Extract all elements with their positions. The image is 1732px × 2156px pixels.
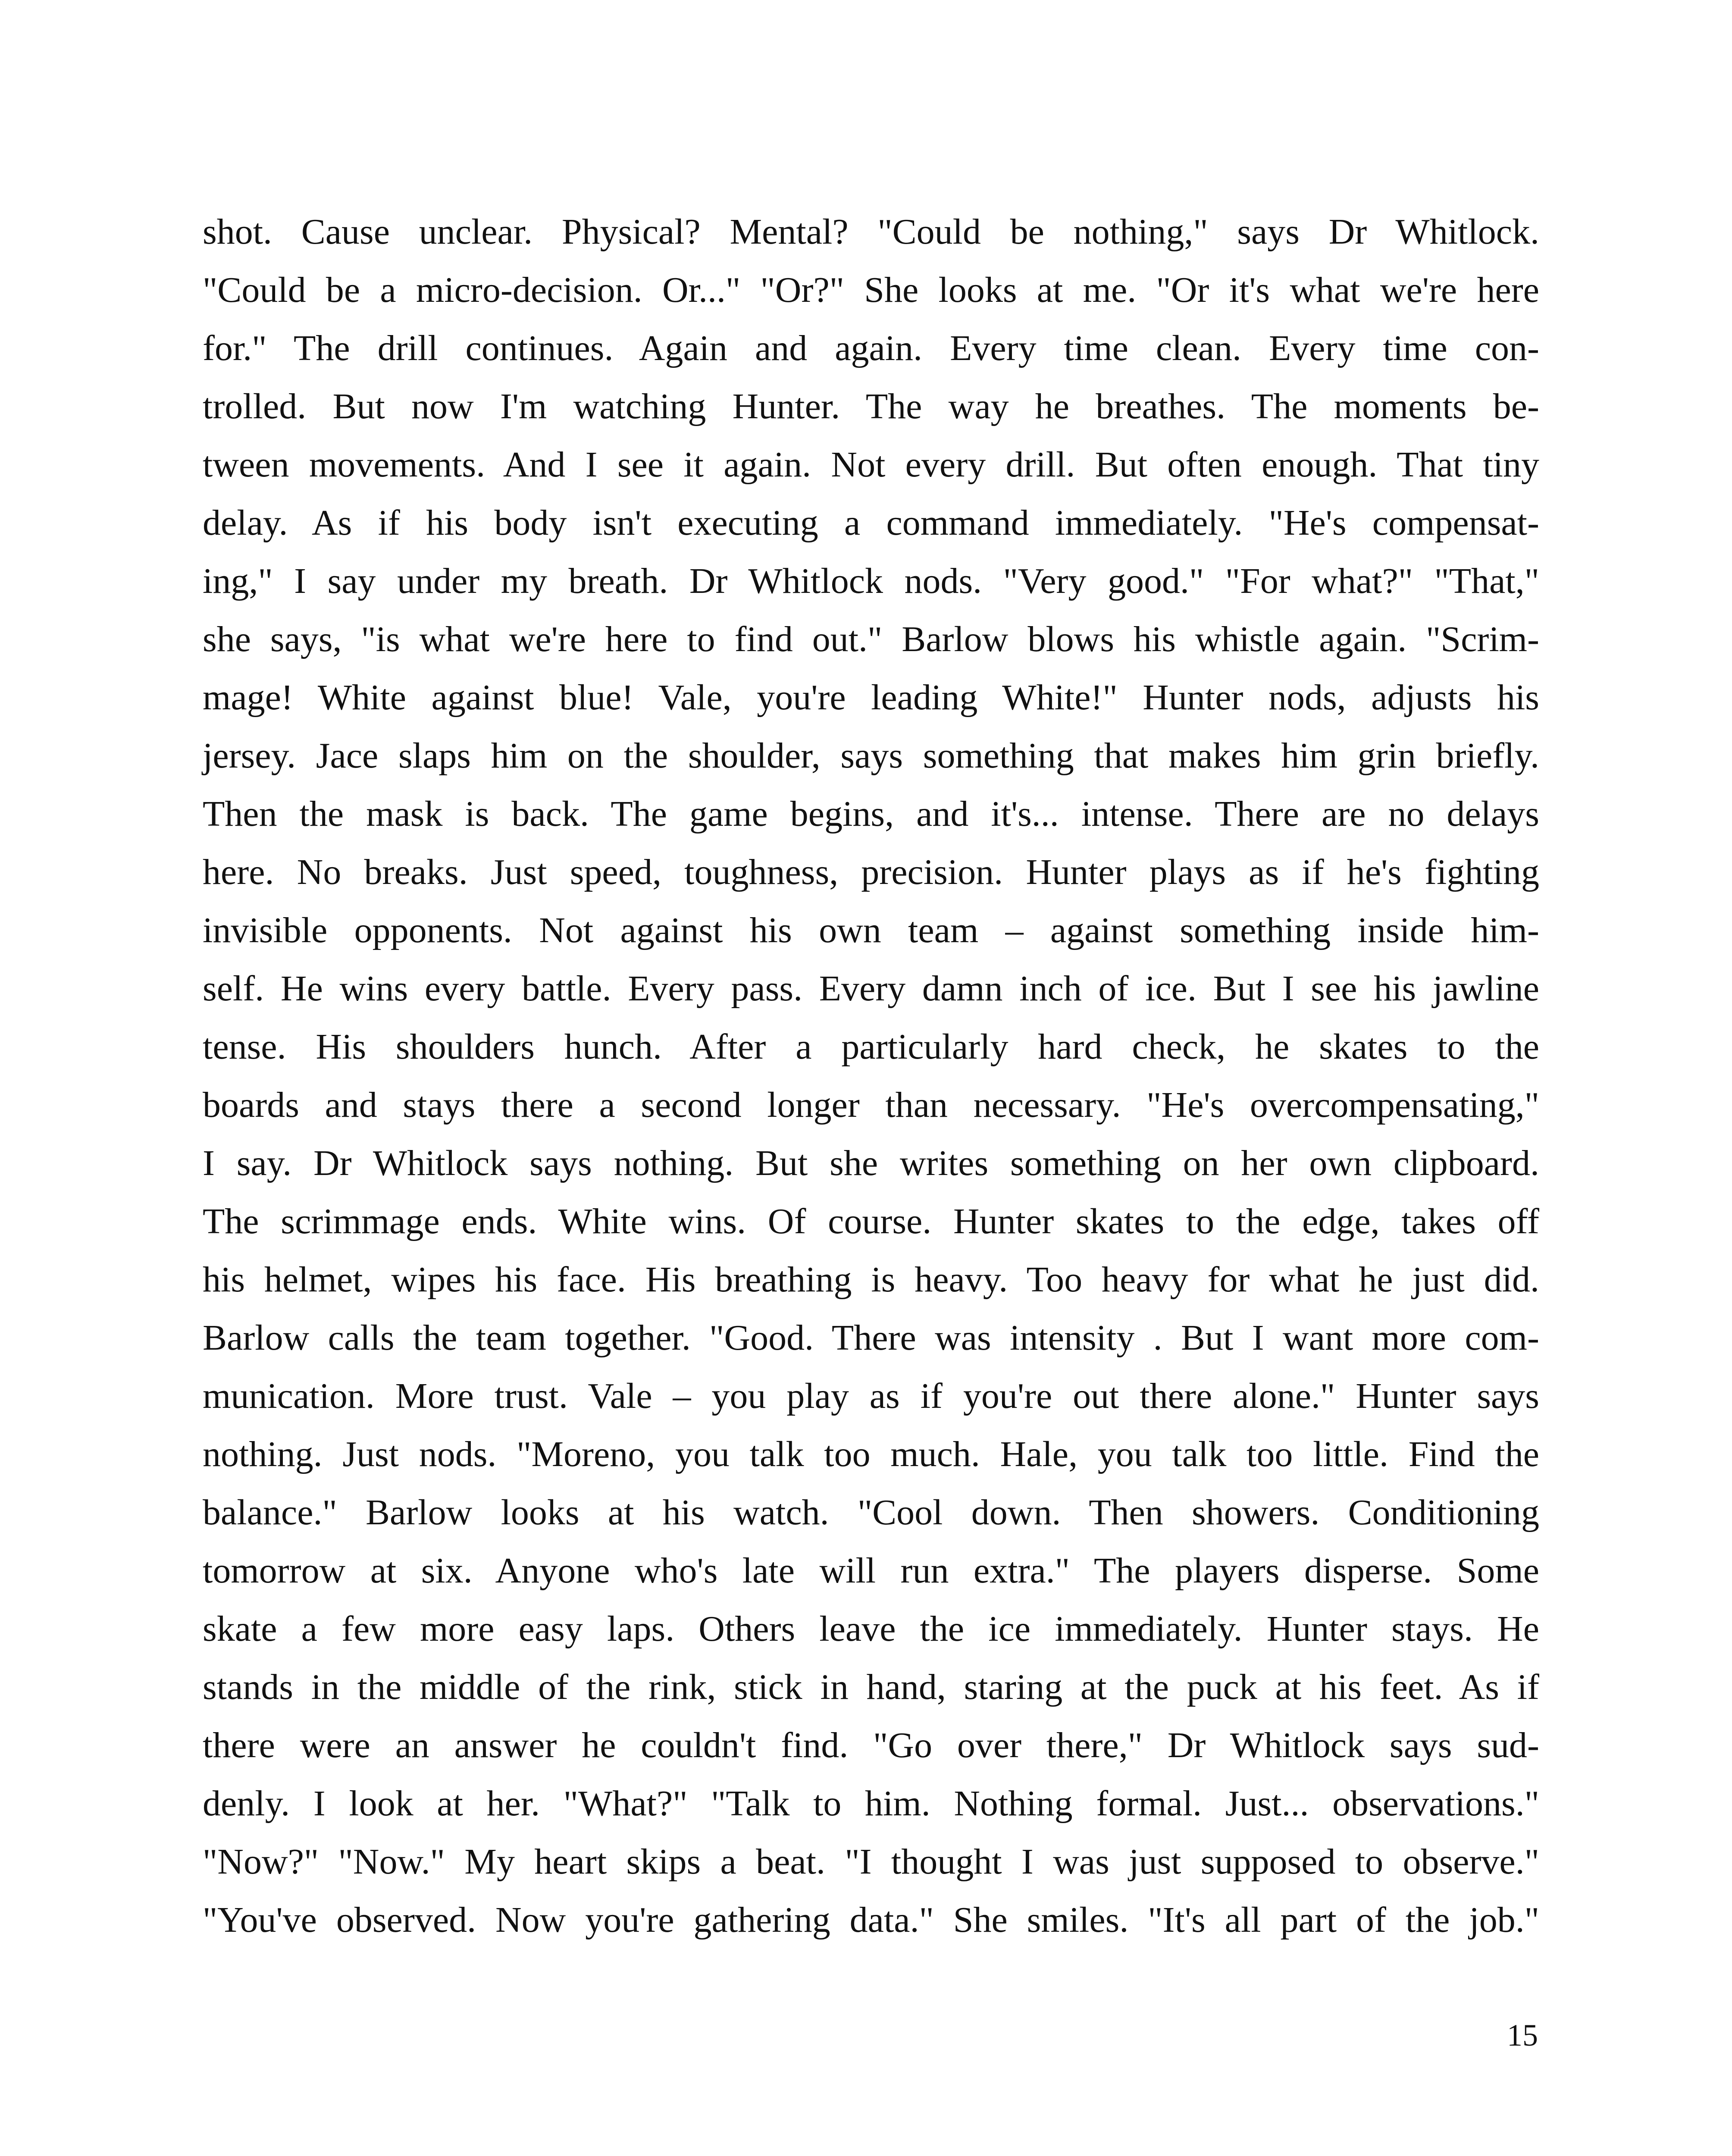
text-line: delay. As if his body isn't executing a command immediately. "He's compensat-	[203, 503, 1539, 543]
text-line: stands in the middle of the rink, stick in hand, staring at the puck at his feet. As if	[203, 1667, 1539, 1707]
text-line: ing," I say under my breath. Dr Whitlock nods. "Very good." "For what?" "That,"	[203, 561, 1539, 601]
text-line: "You've observed. Now you're gathering data." She smiles. "It's all part of the job."	[203, 1900, 1539, 1940]
text-line: tomorrow at six. Anyone who's late will run extra." The players disperse. Some	[203, 1551, 1539, 1591]
text-line: boards and stays there a second longer than necessary. "He's overcompensating,"	[203, 1085, 1539, 1125]
text-line: invisible opponents. Not against his own team – against something inside him-	[203, 910, 1539, 950]
text-line: skate a few more easy laps. Others leave the ice immediately. Hunter stays. He	[203, 1609, 1539, 1649]
text-line: Then the mask is back. The game begins, and it's... intense. There are no delays	[203, 794, 1539, 834]
text-line: "Now?" "Now." My heart skips a beat. "I thought I was just supposed to observe."	[203, 1842, 1539, 1882]
text-line: "Could be a micro-decision. Or..." "Or?" She looks at me. "Or it's what we're here	[203, 270, 1539, 310]
text-line: self. He wins every battle. Every pass. Every damn inch of ice. But I see his jawline	[203, 968, 1539, 1009]
text-line: jersey. Jace slaps him on the shoulder, says something that makes him grin briefly.	[203, 736, 1539, 776]
text-line: balance." Barlow looks at his watch. "Cool down. Then showers. Conditioning	[203, 1492, 1539, 1532]
text-line: his helmet, wipes his face. His breathing is heavy. Too heavy for what he just did.	[203, 1260, 1539, 1300]
page-number: 15	[1507, 2018, 1538, 2053]
text-line: I say. Dr Whitlock says nothing. But she writes something on her own clipboard.	[203, 1143, 1539, 1183]
body-text	[203, 203, 1539, 1949]
text-line: The scrimmage ends. White wins. Of course. Hunter skates to the edge, takes off	[203, 1201, 1539, 1241]
text-line: trolled. But now I'm watching Hunter. The way he breathes. The moments be-	[203, 386, 1539, 426]
text-line: Barlow calls the team together. "Good. There was intensity . But I want more com-	[203, 1318, 1539, 1358]
text-line: mage! White against blue! Vale, you're leading White!" Hunter nods, adjusts his	[203, 677, 1539, 718]
text-line: denly. I look at her. "What?" "Talk to him. Nothing formal. Just... observations."	[203, 1783, 1539, 1824]
text-line: tween movements. And I see it again. Not every drill. But often enough. That tiny	[203, 445, 1539, 485]
text-line: she says, "is what we're here to find out." Barlow blows his whistle again. "Scrim-	[203, 619, 1539, 659]
text-line: munication. More trust. Vale – you play as if you're out there alone." Hunter says	[203, 1376, 1539, 1416]
text-line: nothing. Just nods. "Moreno, you talk too much. Hale, you talk too little. Find the	[203, 1434, 1539, 1474]
text-line: here. No breaks. Just speed, toughness, precision. Hunter plays as if he's fighting	[203, 852, 1539, 892]
text-line: tense. His shoulders hunch. After a particularly hard check, he skates to the	[203, 1027, 1539, 1067]
text-line: there were an answer he couldn't find. "Go over there," Dr Whitlock says sud-	[203, 1725, 1539, 1765]
text-line: for." The drill continues. Again and again. Every time clean. Every time con-	[203, 328, 1539, 368]
text-line: shot. Cause unclear. Physical? Mental? "Could be nothing," says Dr Whitlock.	[203, 212, 1539, 252]
